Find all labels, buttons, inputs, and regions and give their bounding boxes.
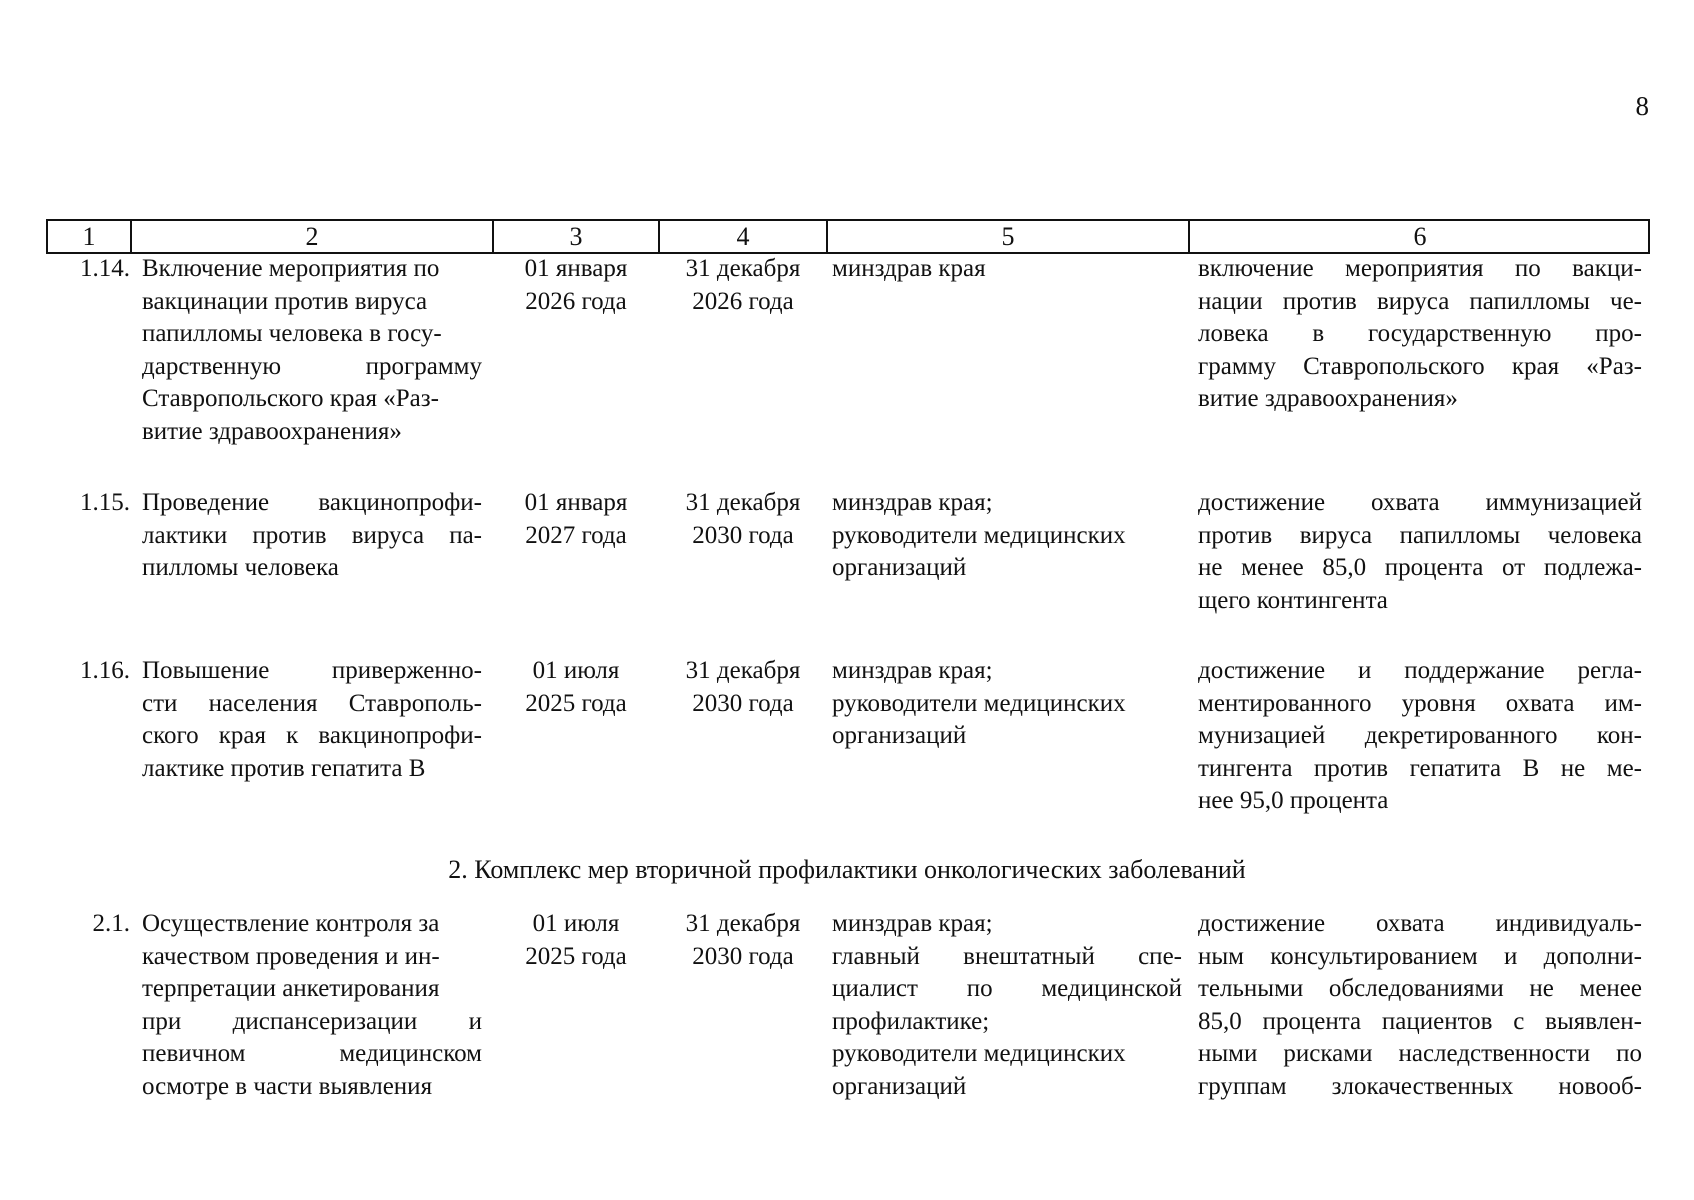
text-line: вакцинации против вируса	[142, 287, 428, 315]
expected-result	[1198, 253, 1642, 416]
text-line: 2027 года	[525, 521, 627, 549]
event-description	[142, 655, 482, 785]
text-line: Включение мероприятия по	[142, 255, 440, 282]
text-line: лактики против вируса па-	[142, 521, 482, 549]
text-line: достижение и поддержание регла-	[1198, 657, 1642, 684]
text-line: включение мероприятия по вакци-	[1198, 255, 1642, 282]
text-line: осмотре в части выявления	[142, 1072, 433, 1100]
text-line: 01 июля	[532, 657, 620, 684]
section-title: 2. Комплекс мер вторичной профилактики онкологических заболеваний	[448, 855, 1246, 884]
text-line: 31 декабря	[685, 910, 801, 937]
text-line: ментированного уровня охвата им-	[1198, 689, 1642, 717]
text-line: витие здравоохранения»	[1198, 385, 1458, 412]
text-line: тельными обследованиями не менее	[1198, 975, 1642, 1002]
end-date	[660, 253, 826, 318]
event-description	[142, 253, 482, 448]
text-line: достижение охвата индивидуаль-	[1198, 910, 1642, 937]
text-line: 2025 года	[525, 689, 627, 717]
text-line: терпретации анкетирования	[142, 975, 440, 1002]
header-col-6: 6	[1413, 222, 1427, 251]
text-line: минздрав края;	[832, 657, 993, 684]
responsible	[832, 655, 1182, 753]
text-line: пилломы человека	[142, 554, 339, 581]
event-description	[142, 908, 482, 1103]
text-line: руководители медицинских	[832, 521, 1126, 549]
start-date	[496, 253, 656, 318]
expected-result	[1198, 487, 1642, 617]
text-line: 01 июля	[532, 910, 620, 937]
text-line: певичном медицинском	[142, 1040, 482, 1067]
text-line: Осуществление контроля за	[142, 910, 440, 937]
text-line: Повышение приверженно-	[142, 657, 482, 684]
text-line: щего контингента	[1198, 586, 1388, 614]
event-description	[142, 487, 482, 585]
text-line: 2025 года	[525, 942, 627, 970]
row-number: 1.14.	[80, 255, 130, 282]
end-date	[660, 908, 826, 973]
text-line: нее 95,0 процента	[1198, 787, 1389, 814]
text-line: 2030 года	[692, 521, 794, 549]
header-col-1: 1	[48, 221, 132, 252]
text-line: руководители медицинских	[832, 1040, 1126, 1067]
text-line: группам злокачественных новооб-	[1198, 1072, 1642, 1100]
header-col-5: 5	[828, 221, 1190, 252]
header-col-2: 2	[132, 221, 494, 252]
text-line: 31 декабря	[685, 657, 801, 684]
text-line: организаций	[832, 722, 967, 749]
text-line: Проведение вакцинопрофи-	[142, 489, 482, 516]
header-col-4: 4	[660, 221, 828, 252]
text-line: минздрав края	[832, 255, 986, 282]
responsible	[832, 253, 1182, 286]
text-line: руководители медицинских	[832, 689, 1126, 717]
text-line: достижение охвата иммунизацией	[1198, 489, 1642, 516]
page-number: 8	[1635, 91, 1649, 121]
end-date	[660, 655, 826, 720]
text-line: профилактике;	[832, 1007, 990, 1035]
text-line: 31 декабря	[685, 489, 801, 516]
text-line: ского края к вакцинопрофи-	[142, 722, 482, 749]
text-line: витие здравоохранения»	[142, 417, 402, 445]
text-line: папилломы человека в госу-	[142, 320, 442, 347]
start-date	[496, 908, 656, 973]
text-line: грамму Ставропольского края «Раз-	[1198, 352, 1642, 380]
start-date	[496, 655, 656, 720]
responsible	[832, 487, 1182, 585]
text-line: качеством проведения и ин-	[142, 942, 440, 970]
text-line: 01 января	[524, 255, 628, 282]
header-col-3: 3	[494, 221, 660, 252]
row-number: 1.16.	[80, 657, 130, 684]
text-line: 01 января	[524, 489, 628, 516]
text-line: минздрав края;	[832, 489, 993, 516]
table-header-row	[46, 219, 1650, 254]
text-line: 2026 года	[525, 287, 627, 315]
text-line: 31 декабря	[685, 255, 801, 282]
start-date	[496, 487, 656, 552]
text-line: нации против вируса папилломы че-	[1198, 287, 1642, 315]
text-line: Ставропольского края «Раз-	[142, 385, 439, 412]
text-line: ловека в государственную про-	[1198, 320, 1642, 347]
text-line: минздрав края;	[832, 910, 993, 937]
text-line: главный внештатный спе-	[832, 942, 1182, 970]
end-date	[660, 487, 826, 552]
row-number: 2.1.	[92, 910, 130, 937]
text-line: ными рисками наследственности по	[1198, 1040, 1642, 1067]
text-line: сти населения Ставрополь-	[142, 689, 482, 717]
text-line: 85,0 процента пациентов с выявлен-	[1198, 1007, 1642, 1035]
text-line: ным консультированием и дополни-	[1198, 942, 1642, 970]
text-line: организаций	[832, 554, 967, 581]
text-line: при диспансеризации и	[142, 1007, 482, 1035]
text-line: организаций	[832, 1072, 967, 1100]
expected-result	[1198, 908, 1642, 1103]
text-line: 2030 года	[692, 942, 794, 970]
text-line: лактике против гепатита В	[142, 754, 426, 782]
text-line: тингента против гепатита В не ме-	[1198, 754, 1642, 782]
text-line: мунизацией декретированного кон-	[1198, 722, 1642, 749]
text-line: 2030 года	[692, 689, 794, 717]
text-line: против вируса папилломы человека	[1198, 521, 1642, 549]
text-line: дарственную программу	[142, 352, 482, 380]
text-line: не менее 85,0 процента от подлежа-	[1198, 554, 1642, 581]
responsible	[832, 908, 1182, 1103]
expected-result	[1198, 655, 1642, 818]
row-number: 1.15.	[80, 489, 130, 516]
text-line: 2026 года	[692, 287, 794, 315]
text-line: циалист по медицинской	[832, 975, 1182, 1002]
